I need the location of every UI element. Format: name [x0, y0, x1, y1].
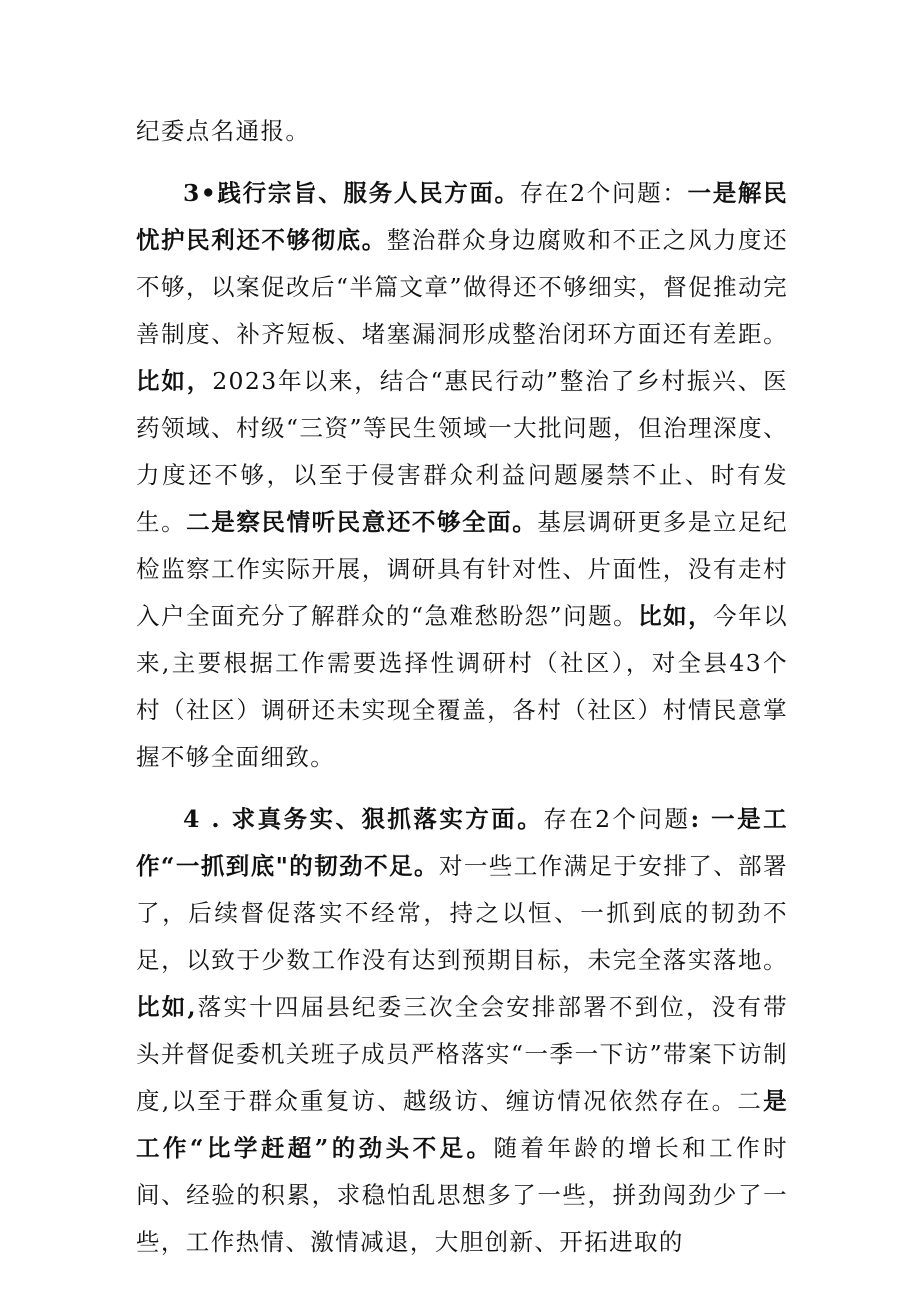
text-run: 基层调研更多是立足纪检监察工作实际开展，调研具有针对性、片面性，没有走村入户全面充分了解群众的“急难愁盼怨”问题。 [136, 508, 788, 630]
bold-example-label: 比如， [638, 602, 714, 630]
bold-example-label: 比如, [136, 993, 197, 1021]
text-run: 纪委点名通报。 [136, 117, 311, 145]
bold-point: : 一是工作“一抓到底"的韧劲不足。 [136, 805, 789, 880]
text-run: 存在2个问题 [543, 805, 691, 833]
paragraph-section-4 [136, 796, 788, 1266]
bold-example-label: 比如， [136, 367, 213, 395]
text-run: 对一些工作满足于安排了、部署了，后续督促落实不经常，持之以恒、一抓到底的韧劲不足，以致于少数工作没有达到预期目标，未完全落实落地。 [136, 852, 788, 974]
bold-point: 是工作“比学赶超”的劲头不足。 [136, 1087, 788, 1162]
section-heading: 4 . 求真务实、狠抓落实方面。 [183, 805, 544, 833]
bold-point: 二是察民情听民意还不够全面。 [186, 508, 538, 536]
text-run: 落实十四届县纪委三次全会安排部署不到位，没有带头并督促委机关班子成员严格落实“一季一下访”带案下访制度,以至于群众重复访、越级访、缠访情况依然存在。二 [136, 993, 788, 1115]
text-run: 2023年以来，结合“惠民行动”整治了乡村振兴、医药领域、村级“三资”等民生领域一大批问题，但治理深度、力度还不够，以至于侵害群众利益问题屡禁不止、时有发生。 [136, 367, 788, 536]
text-run: 今年以来,主要根据工作需要选择性调研村（社区），对全县43个村（社区）调研还未实现全覆盖，各村（社区）村情民意掌握不够全面细致。 [136, 602, 788, 771]
paragraph-section-3 [136, 170, 788, 781]
text-run: 随着年龄的增长和工作时间、经验的积累，求稳怕乱思想多了一些，拼劲闯劲少了一些，工作热情、激情减退，大胆创新、开拓进取的 [136, 1134, 788, 1256]
paragraph-continuation [136, 108, 788, 155]
document-body [136, 108, 788, 1266]
bold-point: 一是解民忧护民利还不够彻底。 [136, 179, 788, 254]
text-run: 整治群众身边腐败和不正之风力度还不够，以案促改后“半篇文章”做得还不够细实，督促推动完善制度、补齐短板、堵塞漏洞形成整治闭环方面还有差距。 [136, 226, 788, 348]
section-heading: 3•践行宗旨、服务人民方面。 [183, 179, 520, 207]
text-run: 存在2个问题： [519, 179, 688, 207]
